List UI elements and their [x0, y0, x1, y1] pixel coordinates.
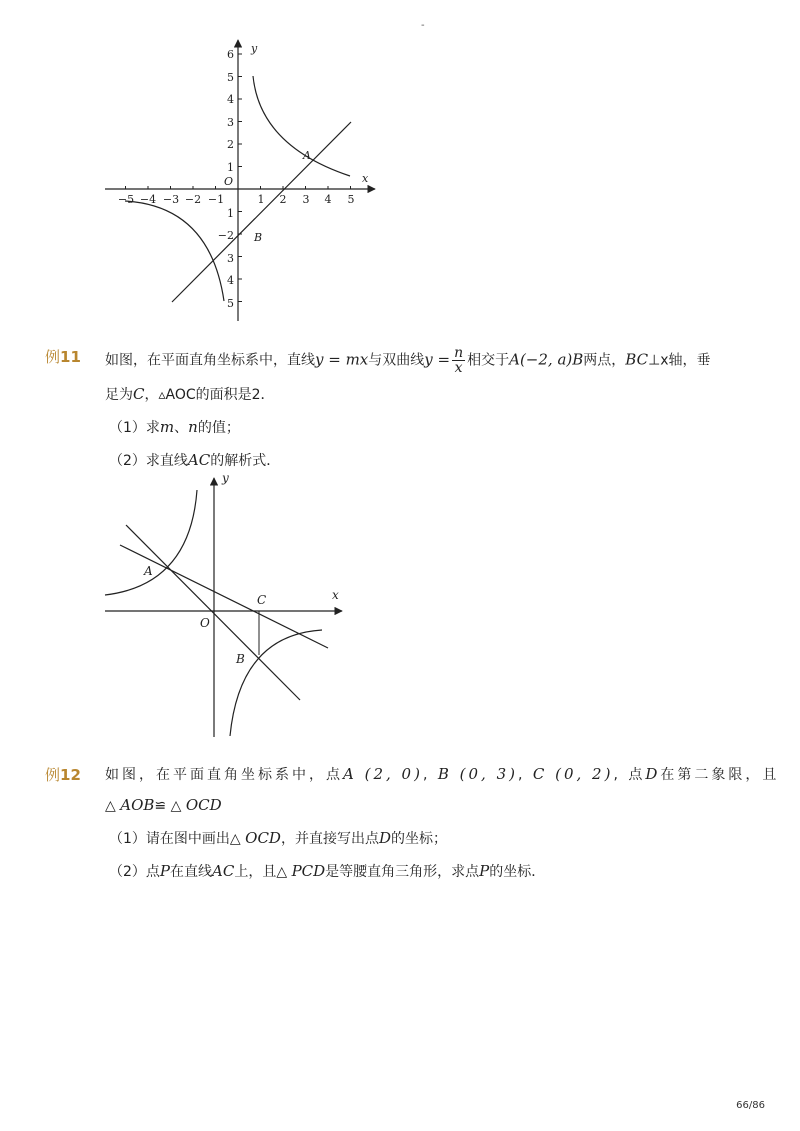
y-tick-label: 1: [227, 207, 234, 220]
x-tick-label: 4: [324, 193, 332, 206]
y-tick-label: 4: [227, 274, 234, 287]
example-11-line-1: 如图，在平面直角坐标系中，直线y = mx与双曲线y = $\frac{n}{x}$ 相交于A(−2, a)B两点，BC⊥x轴，垂: [105, 345, 711, 376]
x-tick-label: −5: [117, 193, 135, 206]
y-tick-label: 1: [227, 161, 234, 174]
y-tick-label: 4: [227, 93, 234, 106]
x-tick-label: −1: [207, 193, 225, 206]
x-tick-label: 1: [257, 193, 265, 206]
figure-2-graph: [100, 470, 350, 740]
fraction-n-over-x: $\frac{n}{x}$: [454, 345, 464, 376]
page-marker: -: [421, 20, 425, 31]
point-a-label: A: [144, 564, 153, 578]
example-12-line-1: 如图，在平面直角坐标系中，点A (2, 0), B (0, 3), C (0, 2), 点D在第二象限，且: [105, 765, 780, 783]
hyperbola-branch-q1: [253, 76, 350, 176]
origin-label: O: [224, 175, 234, 188]
example-11-label: 例11: [45, 348, 81, 366]
point-a-label: A: [303, 149, 311, 162]
y-tick-label: 3: [227, 116, 234, 129]
example-12-label: 例12: [45, 766, 81, 784]
line-ac: [120, 545, 328, 648]
hyperbola-branch-q2: [105, 490, 197, 595]
x-tick-label: 3: [302, 193, 310, 206]
x-axis-label: x: [362, 172, 369, 185]
figure-1-graph: [100, 36, 390, 326]
example-11-line-2: 足为C，▵AOC的面积是2．: [105, 385, 275, 403]
y-tick-label: 3: [227, 252, 234, 265]
y-axis-label: y: [222, 471, 229, 485]
y-tick-label: −2: [217, 229, 234, 242]
origin-label: O: [200, 616, 210, 630]
point-b-label: B: [236, 652, 245, 666]
y-axis-label: y: [251, 42, 258, 55]
page-number: 66/86: [736, 1100, 765, 1111]
example-12-question-1: （1）请在图中画出△ OCD，并直接写出点D的坐标；: [109, 829, 447, 847]
y-tick-label: 6: [227, 48, 234, 61]
point-b-label: B: [254, 231, 263, 244]
hyperbola-branch-q4: [230, 630, 322, 736]
x-tick-label: −2: [184, 193, 202, 206]
x-axis-label: x: [332, 588, 339, 602]
y-tick-label: 5: [227, 71, 234, 84]
hyperbola-branch-q3: [125, 201, 224, 301]
y-tick-label: 5: [227, 297, 234, 310]
point-c-label: C: [257, 593, 267, 607]
x-tick-label: −3: [162, 193, 180, 206]
x-tick-label: 2: [279, 193, 287, 206]
example-11-question-1: （1）求m、n的值；: [109, 418, 240, 436]
y-tick-label: 2: [227, 138, 234, 151]
example-12-line-2: △ AOB≌ △ OCD: [105, 796, 222, 814]
x-tick-label: −4: [139, 193, 157, 206]
example-11-question-2: （2）求直线AC的解析式．: [109, 451, 281, 469]
example-12-question-2: （2）点P在直线AC上，且△ PCD是等腰直角三角形，求点P的坐标．: [109, 862, 546, 880]
line-ab: [172, 122, 351, 302]
line-ab: [126, 525, 300, 700]
x-tick-label: 5: [347, 193, 355, 206]
